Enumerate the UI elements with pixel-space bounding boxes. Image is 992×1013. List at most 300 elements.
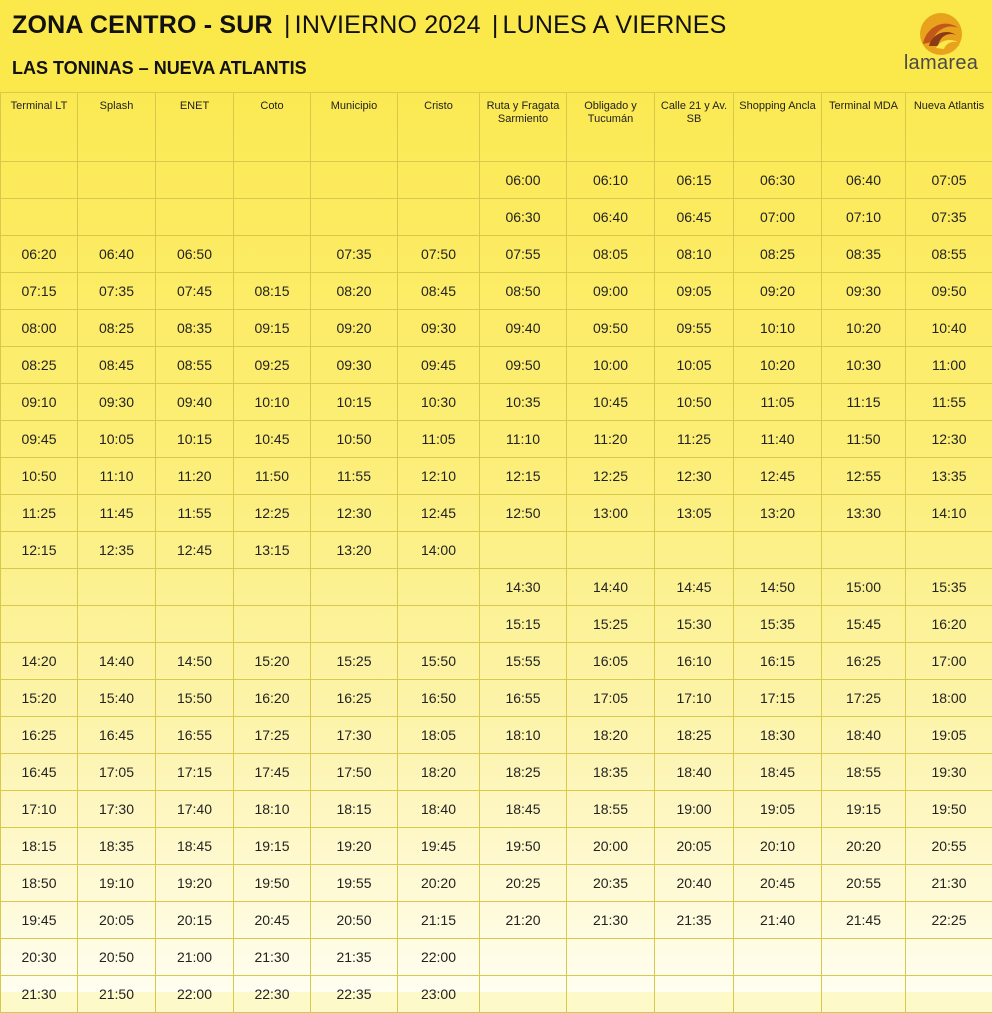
time-cell: 09:00: [567, 273, 655, 310]
time-cell: [398, 199, 480, 236]
time-cell: 10:15: [156, 421, 234, 458]
table-row: [1, 236, 992, 273]
table-row: [1, 865, 992, 902]
time-cell: 21:15: [398, 902, 480, 939]
time-cell: 13:05: [655, 495, 734, 532]
time-cell: 12:25: [567, 458, 655, 495]
time-cell: 20:50: [311, 902, 398, 939]
time-cell: 18:50: [1, 865, 78, 902]
time-cell: [398, 162, 480, 199]
time-cell: 06:40: [822, 162, 906, 199]
time-cell: 18:20: [398, 754, 480, 791]
time-cell: 20:15: [156, 902, 234, 939]
table-row: [1, 902, 992, 939]
table-row: [1, 273, 992, 310]
time-cell: 16:50: [398, 680, 480, 717]
time-cell: 10:10: [734, 310, 822, 347]
time-cell: 16:20: [234, 680, 311, 717]
time-cell: [734, 976, 822, 1013]
time-cell: 15:55: [480, 643, 567, 680]
time-cell: 21:50: [78, 976, 156, 1013]
time-cell: 09:05: [655, 273, 734, 310]
time-cell: 19:50: [234, 865, 311, 902]
time-cell: 06:30: [734, 162, 822, 199]
time-cell: 12:15: [1, 532, 78, 569]
time-cell: 07:10: [822, 199, 906, 236]
time-cell: 14:40: [567, 569, 655, 606]
time-cell: 21:30: [906, 865, 992, 902]
time-cell: 06:00: [480, 162, 567, 199]
time-cell: 12:30: [311, 495, 398, 532]
time-cell: 06:40: [78, 236, 156, 273]
time-cell: 12:10: [398, 458, 480, 495]
table-row: [1, 569, 992, 606]
time-cell: 08:25: [78, 310, 156, 347]
table-row: [1, 976, 992, 1013]
time-cell: 22:25: [906, 902, 992, 939]
time-cell: [1, 606, 78, 643]
time-cell: 10:20: [822, 310, 906, 347]
time-cell: 18:55: [822, 754, 906, 791]
time-cell: 21:30: [567, 902, 655, 939]
time-cell: 18:00: [906, 680, 992, 717]
time-cell: 08:25: [1, 347, 78, 384]
time-cell: 09:10: [1, 384, 78, 421]
time-cell: 15:00: [822, 569, 906, 606]
time-cell: 08:50: [480, 273, 567, 310]
table-row: [1, 495, 992, 532]
time-cell: [78, 162, 156, 199]
time-cell: 16:25: [822, 643, 906, 680]
time-cell: 11:40: [734, 421, 822, 458]
time-cell: 19:45: [398, 828, 480, 865]
time-cell: [78, 606, 156, 643]
time-cell: [156, 569, 234, 606]
time-cell: 10:35: [480, 384, 567, 421]
time-cell: [906, 939, 992, 976]
time-cell: 19:15: [822, 791, 906, 828]
time-cell: [655, 939, 734, 976]
time-cell: 13:20: [734, 495, 822, 532]
time-cell: 07:05: [906, 162, 992, 199]
time-cell: 18:35: [78, 828, 156, 865]
time-cell: 20:35: [567, 865, 655, 902]
time-cell: 12:15: [480, 458, 567, 495]
time-cell: 09:20: [311, 310, 398, 347]
time-cell: 09:30: [398, 310, 480, 347]
time-cell: 10:50: [311, 421, 398, 458]
time-cell: 08:20: [311, 273, 398, 310]
time-cell: 12:50: [480, 495, 567, 532]
time-cell: 10:10: [234, 384, 311, 421]
time-cell: 18:45: [156, 828, 234, 865]
table-row: [1, 754, 992, 791]
time-cell: 20:05: [78, 902, 156, 939]
time-cell: 18:05: [398, 717, 480, 754]
column-header: Shopping Ancla: [734, 93, 822, 162]
time-cell: 10:40: [906, 310, 992, 347]
time-cell: 18:10: [480, 717, 567, 754]
time-cell: 08:45: [398, 273, 480, 310]
time-cell: [1, 162, 78, 199]
time-cell: [1, 569, 78, 606]
time-cell: 09:30: [822, 273, 906, 310]
time-cell: 13:00: [567, 495, 655, 532]
time-cell: 11:45: [78, 495, 156, 532]
time-cell: [311, 199, 398, 236]
time-cell: [655, 976, 734, 1013]
time-cell: 12:45: [398, 495, 480, 532]
time-cell: 18:15: [311, 791, 398, 828]
time-cell: 20:50: [78, 939, 156, 976]
time-cell: 09:50: [906, 273, 992, 310]
time-cell: 09:50: [480, 347, 567, 384]
time-cell: [234, 199, 311, 236]
time-cell: 10:30: [822, 347, 906, 384]
title-separator: |: [492, 11, 499, 39]
time-cell: 21:00: [156, 939, 234, 976]
time-cell: 11:10: [78, 458, 156, 495]
time-cell: 10:50: [1, 458, 78, 495]
time-cell: 20:40: [655, 865, 734, 902]
lamarea-logo: [896, 8, 986, 78]
time-cell: 21:35: [655, 902, 734, 939]
table-row: [1, 643, 992, 680]
time-cell: [156, 199, 234, 236]
time-cell: 08:25: [734, 236, 822, 273]
time-cell: 17:00: [906, 643, 992, 680]
time-cell: 18:45: [734, 754, 822, 791]
time-cell: 17:05: [78, 754, 156, 791]
time-cell: 07:55: [480, 236, 567, 273]
time-cell: 17:40: [156, 791, 234, 828]
time-cell: 19:05: [734, 791, 822, 828]
time-cell: 22:00: [156, 976, 234, 1013]
table-row: [1, 384, 992, 421]
time-cell: 10:00: [567, 347, 655, 384]
time-cell: 22:35: [311, 976, 398, 1013]
time-cell: [906, 532, 992, 569]
time-cell: 11:50: [234, 458, 311, 495]
time-cell: 18:10: [234, 791, 311, 828]
time-cell: 07:45: [156, 273, 234, 310]
time-cell: [311, 162, 398, 199]
time-cell: 15:25: [311, 643, 398, 680]
time-cell: 19:00: [655, 791, 734, 828]
time-cell: 11:20: [156, 458, 234, 495]
time-cell: 16:20: [906, 606, 992, 643]
time-cell: [398, 606, 480, 643]
time-cell: 17:05: [567, 680, 655, 717]
time-cell: 19:50: [480, 828, 567, 865]
time-cell: 10:45: [234, 421, 311, 458]
time-cell: 09:40: [156, 384, 234, 421]
time-cell: 17:30: [78, 791, 156, 828]
time-cell: 18:40: [398, 791, 480, 828]
wave-sun-logo-icon: [896, 8, 986, 56]
time-cell: 18:30: [734, 717, 822, 754]
table-row: [1, 532, 992, 569]
time-cell: 11:00: [906, 347, 992, 384]
time-cell: [655, 532, 734, 569]
time-cell: 11:25: [1, 495, 78, 532]
time-cell: 09:15: [234, 310, 311, 347]
table-row: [1, 606, 992, 643]
time-cell: 08:15: [234, 273, 311, 310]
time-cell: [311, 569, 398, 606]
time-cell: 18:25: [480, 754, 567, 791]
time-cell: 15:20: [234, 643, 311, 680]
time-cell: 13:35: [906, 458, 992, 495]
table-row: [1, 791, 992, 828]
column-header: Ruta y Fragata Sarmiento: [480, 93, 567, 162]
time-cell: 12:35: [78, 532, 156, 569]
time-cell: 10:05: [78, 421, 156, 458]
time-cell: 09:55: [655, 310, 734, 347]
time-cell: 18:15: [1, 828, 78, 865]
time-cell: 19:55: [311, 865, 398, 902]
time-cell: 12:25: [234, 495, 311, 532]
time-cell: 14:50: [156, 643, 234, 680]
time-cell: 19:20: [311, 828, 398, 865]
time-cell: 15:45: [822, 606, 906, 643]
time-cell: 10:05: [655, 347, 734, 384]
table-row: [1, 717, 992, 754]
column-header: Coto: [234, 93, 311, 162]
table-row: [1, 162, 992, 199]
time-cell: [822, 532, 906, 569]
time-cell: 17:45: [234, 754, 311, 791]
schedule-table: [0, 92, 992, 1013]
title-separator: |: [284, 11, 291, 39]
time-cell: 07:35: [906, 199, 992, 236]
time-cell: 10:20: [734, 347, 822, 384]
time-cell: [480, 976, 567, 1013]
time-cell: 09:50: [567, 310, 655, 347]
time-cell: [567, 976, 655, 1013]
time-cell: 14:10: [906, 495, 992, 532]
column-header: Obligado y Tucumán: [567, 93, 655, 162]
time-cell: 08:35: [822, 236, 906, 273]
column-header: Cristo: [398, 93, 480, 162]
time-cell: 15:30: [655, 606, 734, 643]
time-cell: 10:45: [567, 384, 655, 421]
time-cell: 18:35: [567, 754, 655, 791]
time-cell: 15:50: [398, 643, 480, 680]
time-cell: 13:30: [822, 495, 906, 532]
time-cell: 21:35: [311, 939, 398, 976]
time-cell: 20:05: [655, 828, 734, 865]
time-cell: 07:15: [1, 273, 78, 310]
time-cell: 06:40: [567, 199, 655, 236]
table-row: [1, 347, 992, 384]
page-title: [12, 11, 726, 40]
table-row: [1, 680, 992, 717]
time-cell: 14:20: [1, 643, 78, 680]
time-cell: 12:45: [734, 458, 822, 495]
schedule-body: [1, 162, 992, 1013]
time-cell: 14:45: [655, 569, 734, 606]
time-cell: 11:55: [156, 495, 234, 532]
time-cell: 12:45: [156, 532, 234, 569]
time-cell: 16:25: [311, 680, 398, 717]
days-label: LUNES A VIERNES: [503, 11, 727, 39]
time-cell: 15:50: [156, 680, 234, 717]
time-cell: 21:30: [1, 976, 78, 1013]
time-cell: [234, 162, 311, 199]
time-cell: 16:55: [480, 680, 567, 717]
time-cell: [156, 162, 234, 199]
time-cell: 11:55: [311, 458, 398, 495]
time-cell: 18:55: [567, 791, 655, 828]
time-cell: 22:30: [234, 976, 311, 1013]
column-header: Terminal MDA: [822, 93, 906, 162]
time-cell: 06:20: [1, 236, 78, 273]
time-cell: 19:15: [234, 828, 311, 865]
time-cell: 11:25: [655, 421, 734, 458]
time-cell: 09:30: [311, 347, 398, 384]
time-cell: [156, 606, 234, 643]
time-cell: 18:45: [480, 791, 567, 828]
table-row: [1, 199, 992, 236]
time-cell: 06:30: [480, 199, 567, 236]
time-cell: [822, 939, 906, 976]
time-cell: 19:05: [906, 717, 992, 754]
season-label: INVIERNO 2024: [295, 11, 481, 39]
time-cell: 17:15: [156, 754, 234, 791]
time-cell: 20:55: [822, 865, 906, 902]
column-header: ENET: [156, 93, 234, 162]
time-cell: [567, 939, 655, 976]
time-cell: 14:00: [398, 532, 480, 569]
time-cell: 18:40: [822, 717, 906, 754]
time-cell: 15:35: [906, 569, 992, 606]
time-cell: 16:05: [567, 643, 655, 680]
time-cell: 06:50: [156, 236, 234, 273]
time-cell: [567, 532, 655, 569]
time-cell: 20:00: [567, 828, 655, 865]
time-cell: 20:55: [906, 828, 992, 865]
time-cell: 09:25: [234, 347, 311, 384]
time-cell: [734, 532, 822, 569]
time-cell: 11:55: [906, 384, 992, 421]
time-cell: 21:40: [734, 902, 822, 939]
time-cell: 16:15: [734, 643, 822, 680]
time-cell: [234, 569, 311, 606]
time-cell: 07:50: [398, 236, 480, 273]
time-cell: 18:20: [567, 717, 655, 754]
time-cell: 17:10: [655, 680, 734, 717]
time-cell: 13:15: [234, 532, 311, 569]
table-row: [1, 421, 992, 458]
route-subtitle: LAS TONINAS – NUEVA ATLANTIS: [12, 58, 307, 79]
time-cell: [1, 199, 78, 236]
time-cell: 06:10: [567, 162, 655, 199]
table-row: [1, 828, 992, 865]
time-cell: [78, 199, 156, 236]
table-row: [1, 458, 992, 495]
time-cell: 17:15: [734, 680, 822, 717]
time-cell: 09:20: [734, 273, 822, 310]
time-cell: 13:20: [311, 532, 398, 569]
time-cell: 11:15: [822, 384, 906, 421]
time-cell: 21:30: [234, 939, 311, 976]
time-cell: 11:05: [734, 384, 822, 421]
column-header: Nueva Atlantis: [906, 93, 992, 162]
time-cell: 14:50: [734, 569, 822, 606]
time-cell: 19:30: [906, 754, 992, 791]
time-cell: 20:45: [734, 865, 822, 902]
time-cell: [822, 976, 906, 1013]
time-cell: 17:30: [311, 717, 398, 754]
time-cell: 18:25: [655, 717, 734, 754]
time-cell: 17:50: [311, 754, 398, 791]
time-cell: 16:10: [655, 643, 734, 680]
time-cell: 17:10: [1, 791, 78, 828]
time-cell: 19:45: [1, 902, 78, 939]
time-cell: 10:50: [655, 384, 734, 421]
time-cell: 09:30: [78, 384, 156, 421]
time-cell: 09:45: [398, 347, 480, 384]
time-cell: 09:45: [1, 421, 78, 458]
time-cell: 19:10: [78, 865, 156, 902]
time-cell: 20:20: [398, 865, 480, 902]
header: [0, 0, 992, 92]
time-cell: [480, 532, 567, 569]
time-cell: [78, 569, 156, 606]
time-cell: 08:10: [655, 236, 734, 273]
time-cell: 15:40: [78, 680, 156, 717]
time-cell: 07:35: [311, 236, 398, 273]
table-row: [1, 310, 992, 347]
time-cell: 17:25: [822, 680, 906, 717]
time-cell: 08:35: [156, 310, 234, 347]
zone-title: ZONA CENTRO - SUR: [12, 11, 273, 39]
time-cell: 19:20: [156, 865, 234, 902]
time-cell: 08:45: [78, 347, 156, 384]
time-cell: [906, 976, 992, 1013]
time-cell: [311, 606, 398, 643]
time-cell: 16:45: [78, 717, 156, 754]
time-cell: [480, 939, 567, 976]
time-cell: [234, 236, 311, 273]
time-cell: 11:10: [480, 421, 567, 458]
time-cell: 10:30: [398, 384, 480, 421]
time-cell: 15:15: [480, 606, 567, 643]
time-cell: 20:25: [480, 865, 567, 902]
time-cell: 08:05: [567, 236, 655, 273]
time-cell: [234, 606, 311, 643]
time-cell: 09:40: [480, 310, 567, 347]
time-cell: [398, 569, 480, 606]
time-cell: 08:00: [1, 310, 78, 347]
time-cell: 15:35: [734, 606, 822, 643]
time-cell: 12:30: [906, 421, 992, 458]
time-cell: 07:35: [78, 273, 156, 310]
column-header: Splash: [78, 93, 156, 162]
time-cell: 11:20: [567, 421, 655, 458]
time-cell: 20:20: [822, 828, 906, 865]
column-header: Terminal LT: [1, 93, 78, 162]
column-header: Calle 21 y Av. SB: [655, 93, 734, 162]
time-cell: [734, 939, 822, 976]
column-header: Municipio: [311, 93, 398, 162]
logo-text: lamarea: [896, 52, 986, 75]
time-cell: 14:30: [480, 569, 567, 606]
time-cell: 08:55: [156, 347, 234, 384]
table-row: [1, 939, 992, 976]
time-cell: 16:25: [1, 717, 78, 754]
